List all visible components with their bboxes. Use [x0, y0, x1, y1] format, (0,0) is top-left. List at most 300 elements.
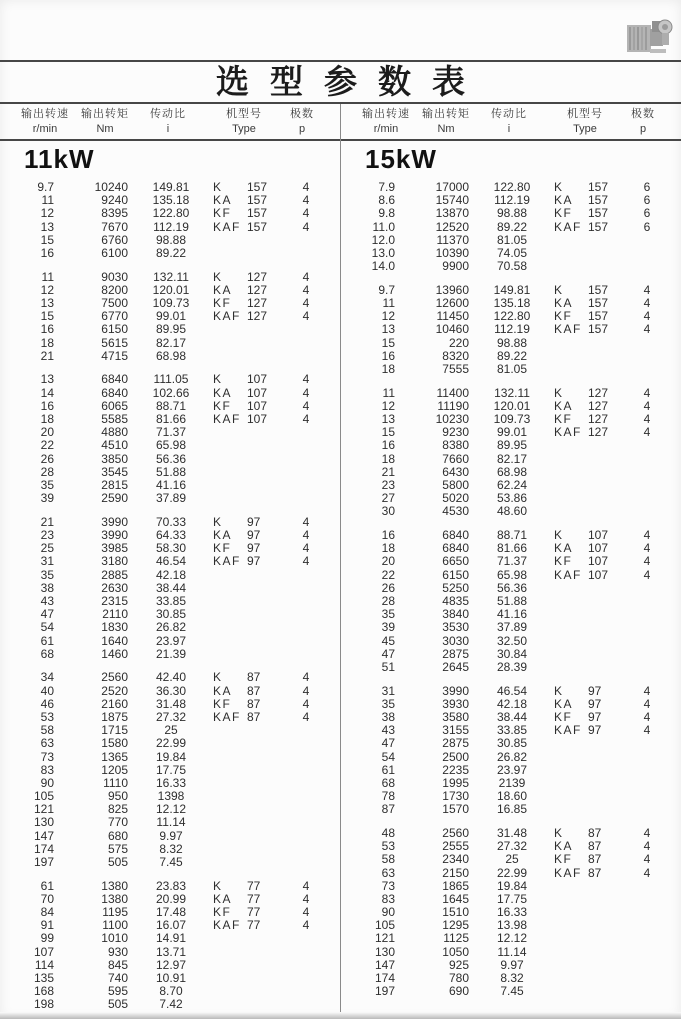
table-row	[341, 337, 681, 350]
cell-ratio: 46.54	[496, 683, 528, 698]
cell-model-prefix: KA	[554, 193, 574, 208]
cell-output-speed: 13	[40, 372, 54, 387]
cell-output-speed: 12	[40, 282, 54, 297]
cell-ratio: 71.37	[155, 425, 187, 440]
cell-output-speed: 15	[381, 425, 395, 440]
table-row	[0, 737, 341, 750]
cell-output-speed: 11	[382, 296, 395, 310]
cell-model-prefix: KAF	[554, 425, 582, 440]
cell-model-prefix: KF	[213, 905, 232, 920]
cell-poles: 4	[643, 709, 651, 724]
table-row	[0, 621, 341, 634]
cell-poles: 4	[302, 309, 310, 324]
cell-output-torque: 2150	[442, 865, 469, 880]
cell-output-speed: 22	[381, 567, 395, 582]
cell-model-prefix: KAF	[213, 918, 241, 933]
cell-output-torque: 5250	[442, 580, 469, 595]
cell-output-speed: 47	[381, 736, 395, 751]
cell-output-torque: 2560	[101, 670, 128, 685]
cell-model-prefix: K	[213, 372, 223, 387]
cell-ratio: 48.60	[496, 504, 528, 519]
cell-poles: 4	[302, 670, 310, 685]
cell-ratio: 89.95	[155, 322, 187, 337]
cell-output-speed: 43	[381, 723, 395, 738]
cell-model-prefix: KAF	[213, 412, 241, 426]
header-poles: 极数 p	[631, 108, 655, 135]
cell-poles: 4	[302, 412, 310, 426]
cell-ratio: 12.12	[155, 802, 187, 817]
cell-output-torque: 9030	[101, 269, 128, 284]
cell-output-torque: 2500	[442, 749, 469, 764]
cell-model-prefix: K	[554, 180, 564, 194]
cell-output-speed: 43	[40, 593, 54, 608]
cell-poles: 4	[302, 514, 310, 529]
cell-poles: 4	[643, 296, 651, 310]
cell-output-speed: 121	[33, 802, 54, 817]
cell-output-speed: 35	[381, 607, 395, 622]
table-row	[341, 803, 681, 816]
cell-ratio: 11.14	[156, 815, 186, 830]
cell-ratio: 81.05	[496, 361, 528, 376]
cell-ratio: 38.44	[155, 580, 187, 595]
cell-model-size: 127	[247, 309, 268, 324]
table-row	[341, 737, 681, 750]
cell-output-torque: 15740	[435, 193, 469, 208]
cell-ratio: 9.97	[159, 828, 183, 843]
cell-output-speed: 53	[40, 709, 54, 724]
cell-model-prefix: K	[554, 528, 564, 542]
cell-model-prefix: KA	[213, 891, 233, 906]
cell-output-torque: 3580	[442, 709, 469, 724]
cell-output-torque: 9230	[442, 425, 469, 440]
cell-output-torque: 17000	[435, 180, 469, 194]
cell-poles: 4	[643, 385, 651, 400]
cell-output-torque: 1205	[101, 762, 128, 777]
cell-output-speed: 63	[381, 865, 395, 880]
table-row	[0, 387, 341, 400]
cell-output-torque: 3930	[442, 696, 469, 711]
cell-output-speed: 47	[40, 607, 54, 622]
cell-output-torque: 4880	[101, 425, 128, 440]
cell-ratio: 70.58	[496, 259, 528, 274]
cell-output-speed: 54	[40, 620, 54, 635]
cell-output-speed: 12	[381, 398, 395, 413]
cell-ratio: 27.32	[155, 709, 187, 724]
cell-output-torque: 1100	[102, 918, 128, 933]
cell-model-prefix: KA	[554, 696, 574, 711]
cell-ratio: 41.16	[496, 607, 528, 622]
power-rating-label: 11kW	[24, 144, 95, 174]
cell-output-torque: 1365	[101, 749, 128, 764]
cell-poles: 4	[643, 723, 651, 738]
cell-ratio: 112.19	[153, 219, 189, 234]
cell-ratio: 26.82	[155, 620, 187, 635]
cell-output-speed: 14.0	[371, 259, 395, 274]
cell-ratio: 16.85	[496, 802, 528, 817]
table-row	[341, 621, 681, 634]
table-row	[341, 555, 681, 568]
cell-output-torque: 1195	[102, 905, 128, 920]
cell-ratio: 82.17	[155, 335, 187, 350]
cell-ratio: 12.97	[155, 957, 187, 972]
cell-model-prefix: KA	[213, 683, 233, 698]
cell-output-torque: 1110	[103, 775, 128, 790]
cell-ratio: 58.30	[155, 541, 187, 556]
cell-output-torque: 5615	[101, 335, 128, 350]
cell-model-size: 127	[247, 282, 268, 297]
cell-ratio: 16.33	[496, 905, 528, 920]
cell-output-torque: 3985	[101, 541, 128, 556]
cell-output-speed: 22	[40, 438, 54, 453]
row-group	[0, 271, 341, 363]
table-row	[0, 453, 341, 466]
cell-output-torque: 1830	[101, 620, 128, 635]
cell-ratio: 1398	[157, 789, 185, 804]
cell-output-speed: 58	[40, 723, 54, 738]
cell-output-speed: 13	[381, 412, 395, 426]
table-row	[341, 853, 681, 866]
cell-output-speed: 51	[381, 659, 395, 674]
cell-poles: 4	[302, 683, 310, 698]
row-group	[341, 827, 681, 998]
cell-output-torque: 5585	[101, 412, 128, 426]
cell-poles: 6	[643, 180, 651, 194]
cell-ratio: 112.19	[494, 193, 530, 208]
cell-output-speed: 90	[381, 905, 395, 920]
cell-output-speed: 15	[381, 335, 395, 350]
cell-output-speed: 40	[40, 683, 54, 698]
cell-output-speed: 68	[40, 646, 54, 661]
cell-output-speed: 18	[381, 361, 395, 376]
cell-ratio: 88.71	[496, 528, 528, 542]
table-row	[0, 207, 341, 220]
cell-model-size: 107	[588, 541, 609, 556]
cell-output-speed: 46	[40, 696, 54, 711]
header-model-type: 机型号 Type	[567, 108, 603, 135]
table-row	[0, 234, 341, 247]
cell-ratio: 23.97	[155, 633, 187, 648]
cell-ratio: 7.45	[500, 984, 524, 999]
table-row	[0, 751, 341, 764]
section-11kw	[0, 146, 341, 1019]
cell-output-speed: 73	[40, 749, 54, 764]
table-row	[0, 648, 341, 661]
cell-output-speed: 61	[381, 762, 395, 777]
cell-ratio: 64.33	[155, 528, 187, 542]
cell-model-prefix: KF	[213, 206, 232, 221]
cell-ratio: 98.88	[496, 206, 528, 221]
cell-output-speed: 30	[381, 504, 395, 519]
cell-poles: 4	[643, 852, 651, 867]
table-row	[341, 985, 681, 998]
cell-ratio: 89.22	[155, 245, 187, 260]
cell-ratio: 36.30	[155, 683, 187, 698]
cell-output-torque: 2590	[101, 491, 128, 506]
cell-poles: 4	[643, 696, 651, 711]
cell-output-torque: 1865	[442, 878, 469, 893]
cell-model-size: 107	[247, 398, 268, 413]
cell-model-size: 87	[247, 683, 261, 698]
cell-model-size: 127	[588, 398, 609, 413]
cell-ratio: 81.66	[155, 412, 187, 426]
cell-model-prefix: K	[213, 514, 223, 529]
cell-model-size: 127	[588, 412, 609, 426]
cell-output-torque: 2235	[442, 762, 469, 777]
table-row	[341, 946, 681, 959]
cell-poles: 4	[643, 825, 651, 840]
cell-output-speed: 25	[40, 541, 54, 556]
cell-poles: 4	[302, 180, 310, 194]
cell-output-speed: 28	[40, 464, 54, 479]
cell-model-size: 157	[588, 206, 609, 221]
cell-model-size: 157	[247, 180, 268, 194]
cell-output-speed: 15	[40, 309, 54, 324]
cell-output-speed: 31	[40, 554, 54, 569]
cell-output-torque: 220	[448, 335, 469, 350]
cell-ratio: 51.88	[496, 593, 528, 608]
table-row	[341, 505, 681, 518]
cell-output-torque: 6840	[442, 528, 469, 542]
cell-model-size: 97	[588, 709, 602, 724]
table-row	[0, 880, 341, 893]
cell-ratio: 17.75	[155, 762, 187, 777]
cell-model-size: 127	[247, 269, 268, 284]
cell-ratio: 19.84	[155, 749, 187, 764]
cell-ratio: 31.48	[496, 825, 528, 840]
cell-output-speed: 35	[381, 696, 395, 711]
cell-output-torque: 3530	[442, 620, 469, 635]
cell-output-torque: 7555	[442, 361, 469, 376]
cell-output-speed: 47	[381, 646, 395, 661]
cell-model-prefix: KF	[554, 852, 573, 867]
cell-model-size: 87	[247, 670, 261, 685]
cell-model-size: 87	[247, 696, 261, 711]
cell-output-speed: 70	[40, 891, 54, 906]
cell-model-prefix: KA	[213, 528, 233, 542]
cell-ratio: 37.89	[496, 620, 528, 635]
cell-output-speed: 18	[40, 335, 54, 350]
cell-output-speed: 9.7	[378, 282, 395, 297]
cell-output-torque: 950	[107, 789, 128, 804]
cell-output-torque: 8200	[101, 282, 128, 297]
gearbox-photo	[622, 13, 674, 59]
cell-ratio: 99.01	[155, 309, 187, 324]
cell-ratio: 31.48	[155, 696, 187, 711]
cell-output-speed: 197	[374, 984, 395, 999]
cell-output-torque: 575	[107, 841, 128, 856]
cell-output-torque: 2885	[101, 567, 128, 582]
cell-model-size: 157	[247, 219, 268, 234]
cell-ratio: 37.89	[155, 491, 187, 506]
cell-output-speed: 198	[33, 997, 54, 1012]
table-row	[341, 221, 681, 234]
row-group	[341, 284, 681, 376]
cell-poles: 4	[302, 206, 310, 221]
cell-output-torque: 2555	[442, 839, 469, 854]
cell-output-speed: 61	[40, 633, 54, 648]
cell-poles: 4	[302, 541, 310, 556]
cell-ratio: 8.70	[159, 984, 183, 999]
cell-ratio: 32.50	[496, 633, 528, 648]
cell-model-prefix: KF	[554, 554, 573, 569]
cell-ratio: 9.97	[500, 957, 524, 972]
cell-model-prefix: KF	[213, 398, 232, 413]
cell-poles: 4	[302, 554, 310, 569]
cell-output-torque: 1715	[101, 723, 128, 738]
cell-poles: 4	[302, 219, 310, 234]
cell-poles: 4	[643, 309, 651, 324]
header-output-speed: 输出转速 r/min	[362, 108, 410, 135]
cell-output-torque: 2875	[442, 736, 469, 751]
cell-ratio: 81.66	[496, 541, 528, 556]
cell-output-torque: 12520	[435, 219, 469, 234]
cell-model-prefix: KA	[554, 541, 574, 556]
table-row	[341, 698, 681, 711]
cell-output-torque: 13870	[435, 206, 469, 221]
cell-output-torque: 3155	[442, 723, 469, 738]
cell-poles: 4	[643, 541, 651, 556]
cell-output-torque: 12600	[435, 296, 469, 310]
cell-ratio: 135.18	[493, 296, 531, 310]
cell-poles: 4	[302, 398, 310, 413]
cell-output-torque: 680	[107, 828, 128, 843]
cell-ratio: 65.98	[496, 567, 528, 582]
table-row	[0, 671, 341, 684]
cell-poles: 4	[643, 554, 651, 569]
cell-output-torque: 925	[448, 957, 469, 972]
cell-output-torque: 505	[107, 855, 128, 869]
table-row	[341, 932, 681, 945]
cell-output-torque: 2560	[442, 825, 469, 840]
cell-poles: 4	[302, 193, 310, 208]
cell-output-torque: 595	[107, 984, 128, 999]
table-row	[341, 880, 681, 893]
cell-output-speed: 105	[33, 789, 54, 804]
cell-output-torque: 10230	[435, 412, 469, 426]
cell-poles: 4	[643, 528, 651, 542]
cell-ratio: 2139	[498, 775, 526, 790]
cell-ratio: 68.98	[496, 464, 528, 479]
table-header-right	[341, 106, 681, 139]
table-row	[341, 207, 681, 220]
table-row	[341, 569, 681, 582]
cell-output-speed: 28	[381, 593, 395, 608]
table-row	[0, 247, 341, 260]
cell-output-speed: 83	[381, 891, 395, 906]
cell-ratio: 56.36	[496, 580, 528, 595]
cell-output-speed: 34	[40, 670, 54, 685]
cell-output-torque: 11400	[436, 385, 469, 400]
cell-model-prefix: KF	[213, 541, 232, 556]
cell-output-torque: 3990	[442, 683, 469, 698]
cell-model-prefix: KF	[554, 412, 573, 426]
page-title: 选型参数表	[216, 63, 486, 100]
cell-model-prefix: KAF	[554, 865, 582, 880]
cell-model-size: 127	[588, 385, 609, 400]
cell-output-speed: 61	[40, 878, 54, 893]
cell-ratio: 23.83	[155, 878, 187, 893]
cell-output-speed: 73	[381, 878, 395, 893]
cell-model-prefix: K	[213, 180, 223, 194]
cell-output-torque: 780	[448, 971, 469, 985]
cell-poles: 4	[302, 372, 310, 387]
cell-ratio: 89.22	[496, 219, 528, 234]
cell-model-size: 77	[247, 918, 261, 933]
cell-model-size: 87	[588, 825, 602, 840]
cell-output-speed: 27	[381, 491, 395, 506]
cell-output-speed: 114	[34, 957, 54, 972]
table-row	[0, 323, 341, 336]
cell-output-torque: 1640	[101, 633, 128, 648]
cell-output-torque: 845	[107, 957, 128, 972]
cell-output-torque: 1050	[442, 944, 469, 959]
cell-output-speed: 21	[40, 348, 54, 363]
table-row	[341, 350, 681, 363]
cell-ratio: 99.01	[496, 425, 528, 440]
table-row	[341, 867, 681, 880]
cell-ratio: 7.45	[159, 855, 183, 869]
cell-model-size: 97	[588, 723, 602, 738]
cell-model-prefix: KAF	[554, 567, 582, 582]
cell-model-size: 157	[588, 282, 609, 297]
cell-output-speed: 168	[33, 984, 54, 999]
cell-ratio: 27.32	[496, 839, 528, 854]
cell-ratio: 98.88	[155, 232, 187, 247]
cell-ratio: 122.80	[493, 180, 531, 194]
cell-output-speed: 16	[381, 348, 395, 363]
cell-model-prefix: KF	[554, 309, 573, 324]
cell-output-speed: 147	[33, 828, 54, 843]
cell-poles: 4	[302, 891, 310, 906]
cell-output-speed: 15	[40, 232, 54, 247]
cell-output-speed: 121	[374, 931, 395, 946]
cell-ratio: 42.40	[155, 670, 187, 685]
table-row	[341, 764, 681, 777]
cell-ratio: 102.66	[152, 385, 190, 400]
cell-ratio: 16.07	[155, 918, 187, 933]
table-row	[341, 260, 681, 273]
cell-output-torque: 1570	[442, 802, 469, 817]
cell-output-speed: 26	[381, 580, 395, 595]
cell-model-prefix: K	[213, 269, 223, 284]
cell-output-torque: 2340	[442, 852, 469, 867]
cell-model-prefix: KAF	[213, 554, 241, 569]
cell-ratio: 20.99	[155, 891, 187, 906]
cell-output-speed: 9.8	[378, 206, 395, 221]
cell-ratio: 26.82	[496, 749, 528, 764]
cell-output-speed: 174	[374, 971, 395, 985]
cell-ratio: 19.84	[496, 878, 528, 893]
cell-poles: 6	[643, 219, 651, 234]
cell-output-torque: 1380	[101, 878, 128, 893]
cell-poles: 4	[302, 269, 310, 284]
cell-output-torque: 2630	[101, 580, 128, 595]
table-row	[341, 466, 681, 479]
row-group	[0, 373, 341, 505]
cell-output-torque: 3990	[101, 514, 128, 529]
table-row	[341, 323, 681, 336]
cell-poles: 4	[302, 905, 310, 920]
cell-model-size: 157	[588, 322, 609, 337]
cell-output-speed: 20	[381, 554, 395, 569]
cell-ratio: 132.11	[494, 385, 530, 400]
cell-output-torque: 10460	[435, 322, 469, 337]
header-output-torque: 输出转矩 Nm	[81, 108, 129, 135]
cell-poles: 4	[302, 385, 310, 400]
cell-output-torque: 3545	[101, 464, 128, 479]
table-row	[0, 337, 341, 350]
cell-poles: 4	[302, 296, 310, 310]
